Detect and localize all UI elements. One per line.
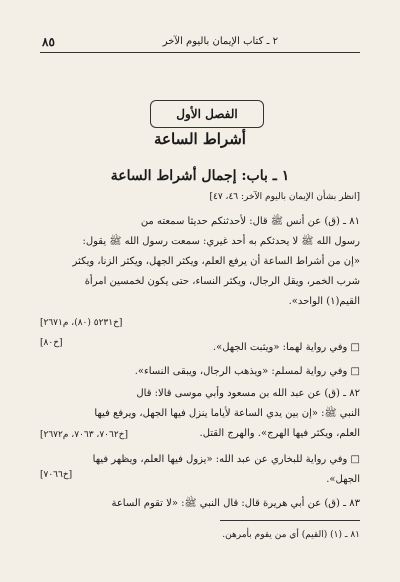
variant-line	[40, 362, 360, 382]
cross-reference-note: [انظر بشأن الإيمان باليوم الآخر: ٤٦، ٤٧]	[209, 192, 360, 202]
hadith-line: النبي ﷺ: «إن بين يدي الساعة لأياما ينزل فيها الجهل، ويرفع فيها	[94, 408, 360, 419]
hadith-81	[40, 212, 360, 312]
hadith-line: العلم، ويكثر فيها الهرج». والهرج القتل.	[199, 428, 360, 439]
variant-text: الجهل».	[326, 474, 360, 485]
variant-text: □ وفي رواية لهما: «ويثبت الجهل».	[212, 342, 360, 353]
header-rule	[40, 52, 360, 53]
page-header	[42, 34, 358, 50]
chapter-box: الفصل الأول	[150, 100, 264, 128]
hadith-reference: [خ٥٢٣١ (٨٠)، م٢٦٧١]	[40, 318, 123, 328]
hadith-line: القيم(١) الواحد».	[288, 296, 360, 307]
hadith-line: ٨٣ ـ (ق) عن أبي هريرة قال: قال النبي ﷺ: «لا تقوم الساعة	[111, 498, 360, 509]
variant-text: □ وفي رواية لمسلم: «ويذهب الرجال، ويبقى النساء».	[134, 366, 360, 377]
variant-reference: [خ٧٠٦٦]	[40, 470, 73, 480]
footnote-rule	[220, 520, 360, 521]
footnote: ٨١ ـ (١) (القيم) أي من يقوم بأمرهن.	[222, 530, 360, 540]
running-title: ٢ ـ كتاب الإيمان باليوم الآخر	[162, 36, 278, 47]
hadith-reference: [خ٧٠٦٢، ٧٠٦٣، م٢٦٧٢]	[40, 430, 128, 440]
variant-line	[40, 338, 360, 358]
hadith-line: رسول الله ﷺ لا يحدثكم به أحد غيري: سمعت رسول الله ﷺ يقول:	[82, 236, 360, 247]
page-number: ٨٥	[42, 35, 55, 49]
hadith-83	[40, 494, 360, 514]
variant-text: □ وفي رواية للبخاري عن عبد الله: «يزول فيها العلم، ويظهر فيها	[92, 454, 360, 465]
section-title: أشراط الساعة	[154, 130, 246, 148]
hadith-line: شرب الخمر، ويقل الرجال، ويكثر النساء، حتى يكون لخمسين امرأة	[84, 276, 360, 287]
hadith-line: «إن من أشراط الساعة أن يرفع العلم، ويكثر الجهل، ويكثر الزنا، ويكثر	[72, 256, 360, 267]
variant-82	[40, 450, 360, 490]
bab-title: ١ ـ باب: إجمال أشراط الساعة	[110, 168, 290, 184]
hadith-line: ٨١ ـ (ق) عن أنس ﷺ قال: لأحدثنكم حديثا سمعته من	[140, 216, 360, 227]
hadith-line: ٨٢ ـ (ق) عن عبد الله بن مسعود وأبي موسى قالا: قال	[136, 388, 360, 399]
variant-reference: [خ٨٠]	[40, 338, 63, 348]
